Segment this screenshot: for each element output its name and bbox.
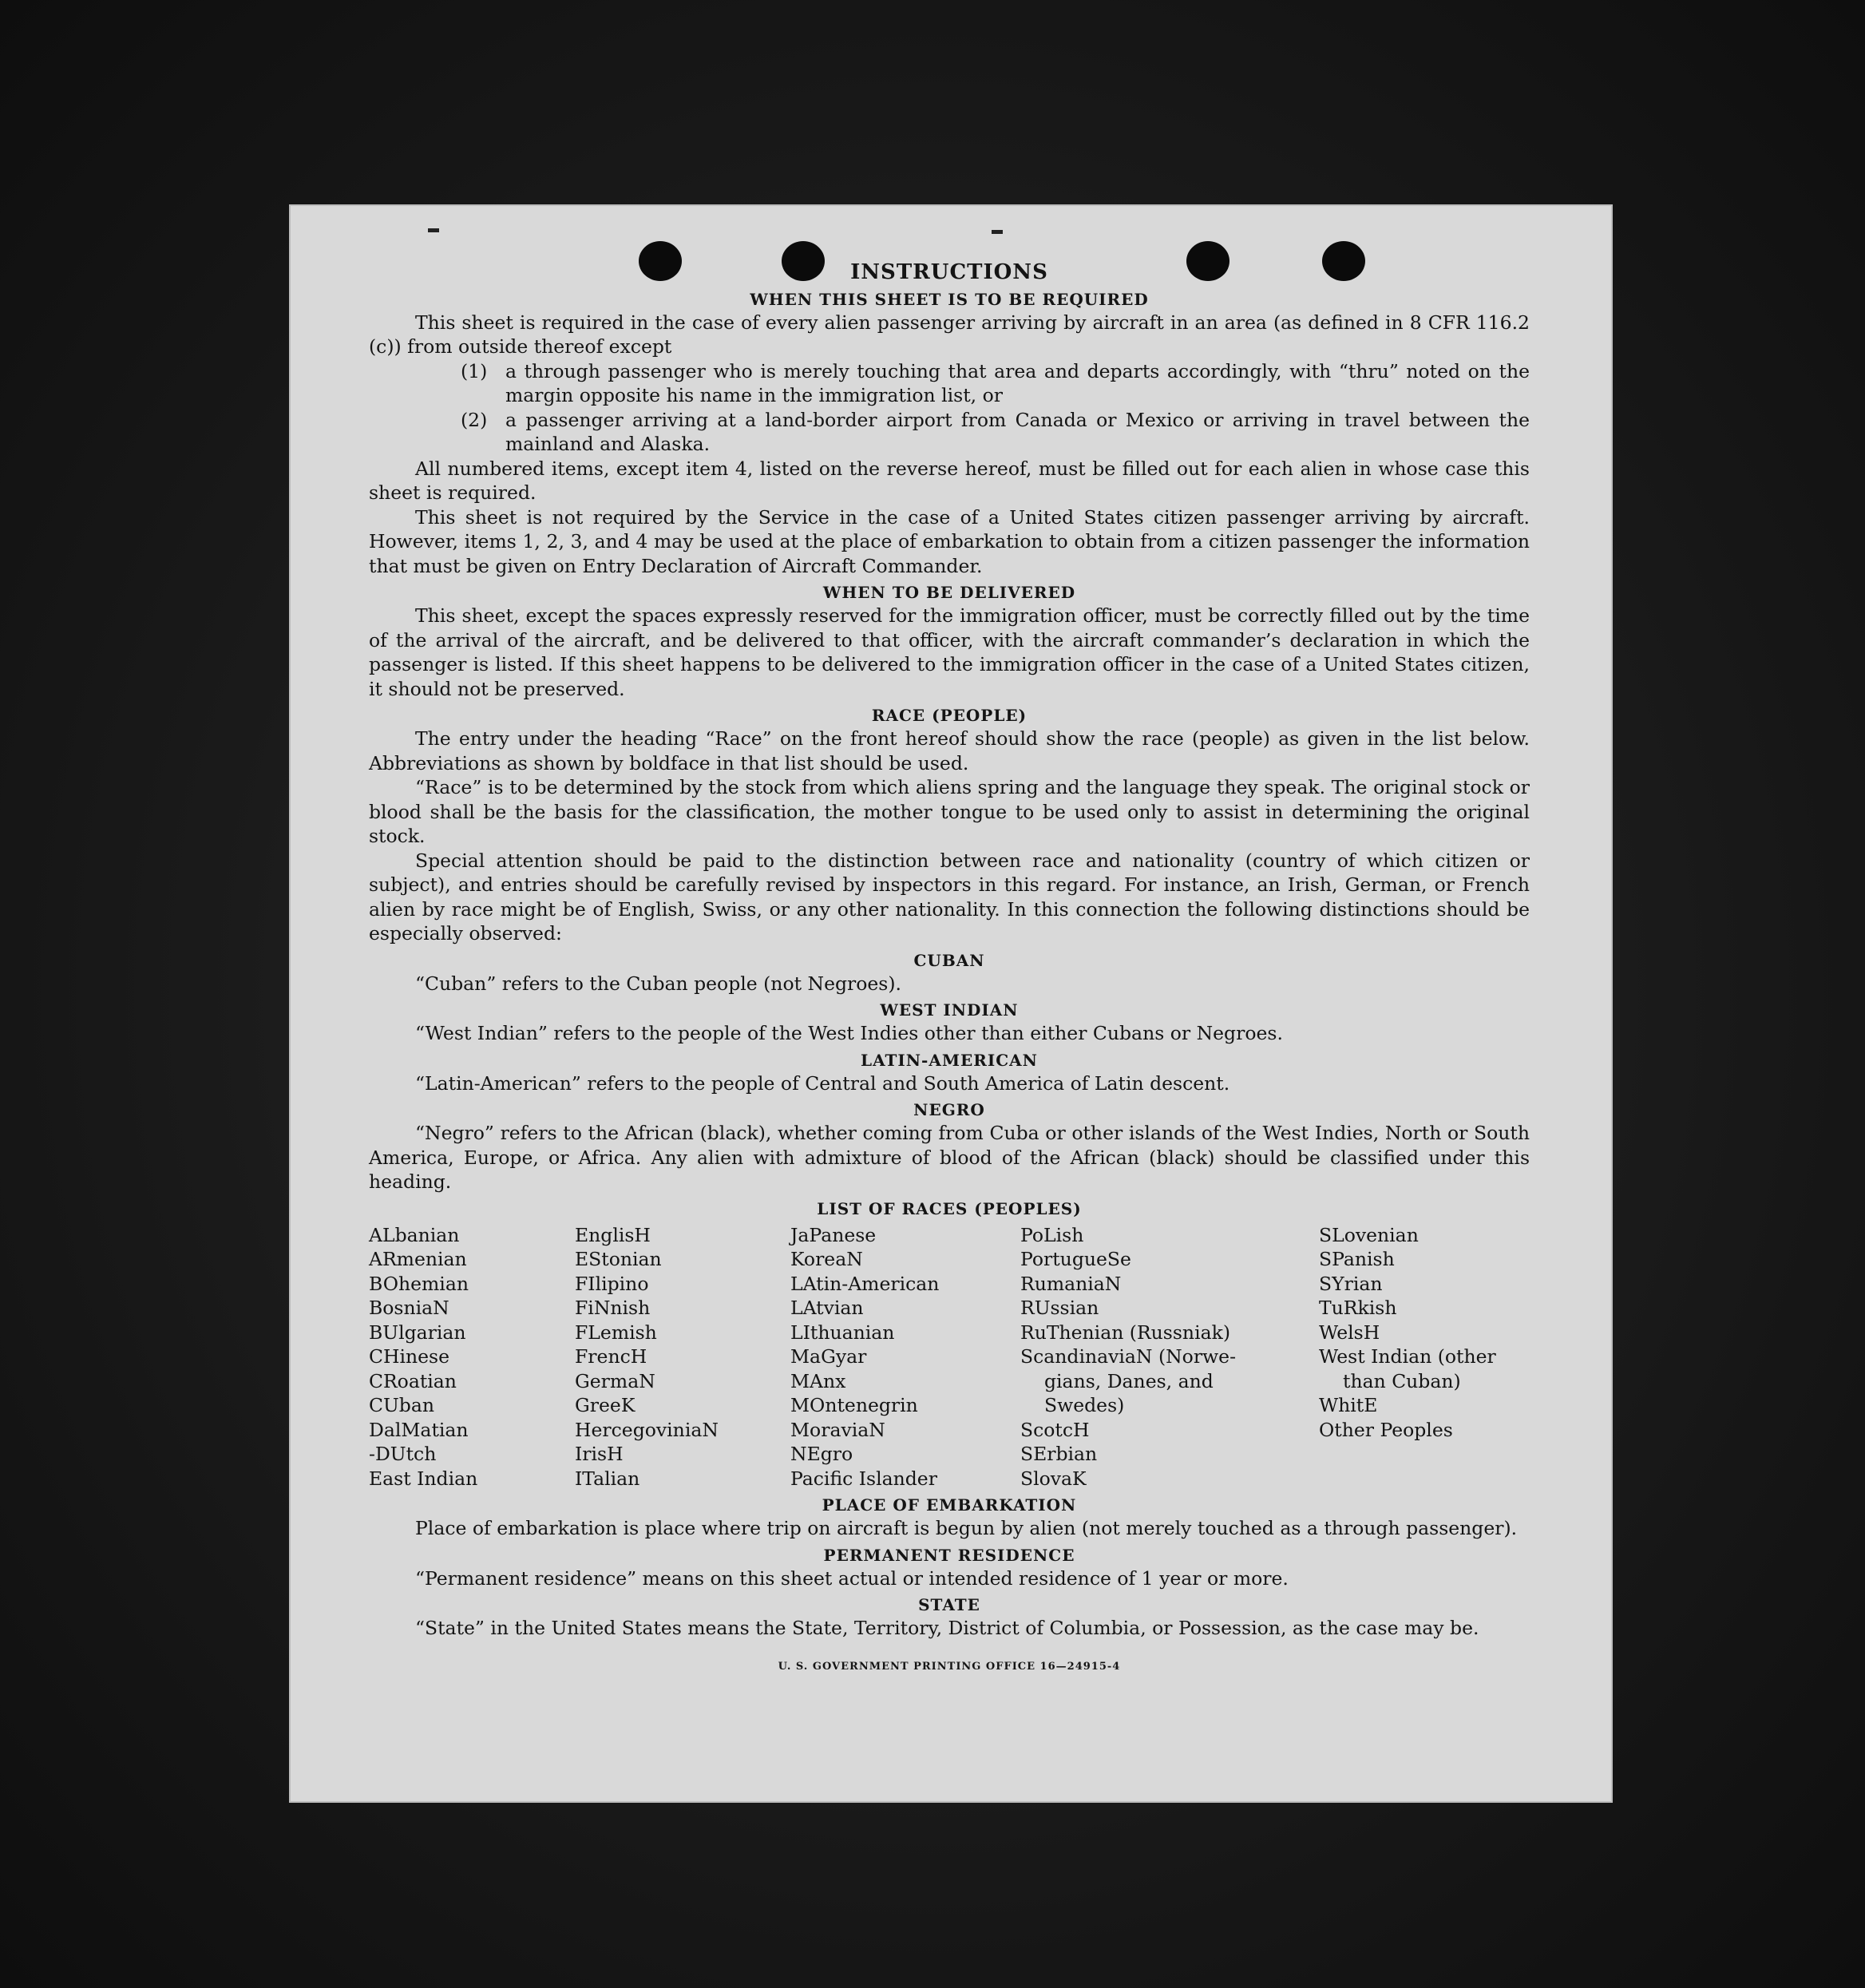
list-item-text: a passenger arriving at a land-border airport from Canada or Mexico or arriving in travel between the mainland and Alaska. bbox=[505, 408, 1530, 455]
race-entry: ITalian bbox=[575, 1467, 640, 1490]
race-entry: SErbian bbox=[1020, 1443, 1098, 1465]
paragraph: Place of embarkation is place where trip on aircraft is begun by alien (not merely touched as a through passenger). bbox=[415, 1517, 1518, 1539]
races-column bbox=[1020, 1223, 1319, 1491]
races-column bbox=[369, 1223, 575, 1491]
list-item: (1) a through passenger who is merely touching that area and departs accordingly, with “thru” noted on the margin opposite his name in the immigration list, or bbox=[461, 359, 1530, 406]
paragraph: All numbered items, except item 4, listed on the reverse hereof, must be filled out for each alien in whose case this sheet is required. bbox=[369, 457, 1530, 504]
race-entry: ScotcH bbox=[1020, 1418, 1090, 1441]
paragraph: This sheet, except the spaces expressly reserved for the immigration officer, must be correctly filled out by the time of the arrival of the aircraft, and be delivered to that officer, with the aircraft commander’s declaration in which the passenger is listed. If this sheet happens to be delivered to the immigration officer in the case of a United States citizen, it should not be preserved. bbox=[369, 604, 1530, 700]
race-entry: gians, Danes, and bbox=[1044, 1369, 1214, 1392]
list-item-text: a through passenger who is merely touching that area and departs accordingly, with “thru” noted on the margin opposite his name in the immigration list, or bbox=[505, 359, 1530, 406]
race-entry: JaPanese bbox=[790, 1223, 877, 1246]
race-entry: NEgro bbox=[790, 1443, 853, 1465]
race-entry: WhitE bbox=[1319, 1394, 1378, 1416]
race-entry: MAnx bbox=[790, 1369, 846, 1392]
race-entry: LAtvian bbox=[790, 1297, 864, 1319]
race-entry: West Indian (other bbox=[1319, 1345, 1496, 1368]
race-entry: PoLish bbox=[1020, 1223, 1084, 1246]
race-entry: CUban bbox=[369, 1394, 434, 1416]
race-entry: RuThenian (Russniak) bbox=[1020, 1321, 1230, 1344]
paragraph: Special attention should be paid to the distinction between race and nationality (country of which citizen or subject), and entries should be carefully revised by inspectors in this regard. For instance, an Irish, German, or French alien by race might be of English, Swiss, or any other nationality. In this connection the following distinctions should be especially observed: bbox=[369, 849, 1530, 944]
race-entry: -DUtch bbox=[369, 1443, 437, 1465]
race-entry: MOntenegrin bbox=[790, 1394, 918, 1416]
race-entry: MaGyar bbox=[790, 1345, 867, 1368]
list-item: (2) a passenger arriving at a land-border airport from Canada or Mexico or arriving in travel between the mainland and Alaska. bbox=[461, 408, 1530, 455]
page-title: INSTRUCTIONS bbox=[850, 260, 1048, 284]
race-entry: Pacific Islander bbox=[790, 1467, 937, 1490]
section-heading: STATE bbox=[918, 1595, 980, 1614]
section-heading: WHEN THIS SHEET IS TO BE REQUIRED bbox=[750, 289, 1149, 309]
section-heading: WHEN TO BE DELIVERED bbox=[822, 583, 1076, 602]
race-entry: SPanish bbox=[1319, 1248, 1395, 1270]
race-entry: LIthuanian bbox=[790, 1321, 895, 1344]
race-entry: EnglisH bbox=[575, 1223, 651, 1246]
race-entry: IrisH bbox=[575, 1443, 624, 1465]
race-entry: FIlipino bbox=[575, 1272, 649, 1295]
race-entry: FiNnish bbox=[575, 1297, 651, 1319]
race-entry: EStonian bbox=[575, 1248, 662, 1270]
race-entry: SlovaK bbox=[1020, 1467, 1087, 1490]
section-heading: NEGRO bbox=[913, 1100, 985, 1119]
race-entry: Swedes) bbox=[1044, 1394, 1125, 1416]
paragraph: “Race” is to be determined by the stock from which aliens spring and the language they speak. The original stock or blood shall be the basis for the classification, the mother tongue to be used only to assist in determining the original stock. bbox=[369, 776, 1530, 847]
race-entry: KoreaN bbox=[790, 1248, 863, 1270]
race-entry: BOhemian bbox=[369, 1272, 469, 1295]
race-entry: ARmenian bbox=[369, 1248, 467, 1270]
section-heading: PLACE OF EMBARKATION bbox=[822, 1495, 1077, 1515]
race-entry: SYrian bbox=[1319, 1272, 1383, 1295]
race-entry: BosniaN bbox=[369, 1297, 449, 1319]
section-heading: CUBAN bbox=[913, 950, 985, 970]
race-entry: BUlgarian bbox=[369, 1321, 466, 1344]
paragraph: “State” in the United States means the State, Territory, District of Columbia, or Possession, as the case may be. bbox=[415, 1617, 1479, 1639]
races-list bbox=[369, 1223, 1530, 1491]
paragraph: “Negro” refers to the African (black), whether coming from Cuba or other islands of the West Indies, North or South America, Europe, or Africa. Any alien with admixture of blood of the African (black) should be classified under this heading. bbox=[369, 1122, 1530, 1193]
races-column bbox=[1319, 1223, 1530, 1491]
section-heading: LIST OF RACES (PEOPLES) bbox=[817, 1198, 1082, 1218]
race-entry: GermaN bbox=[575, 1369, 655, 1392]
race-entry: East Indian bbox=[369, 1467, 478, 1490]
race-entry: FLemish bbox=[575, 1321, 657, 1344]
paragraph: “West Indian” refers to the people of the West Indies other than either Cubans or Negroes. bbox=[415, 1022, 1283, 1044]
scan-speck bbox=[992, 230, 1003, 234]
race-entry: RUssian bbox=[1020, 1297, 1099, 1319]
race-entry: ALbanian bbox=[369, 1223, 460, 1246]
race-entry: CRoatian bbox=[369, 1369, 457, 1392]
scan-speck bbox=[428, 228, 439, 232]
race-entry: than Cuban) bbox=[1343, 1369, 1461, 1392]
race-entry: HercegoviniaN bbox=[575, 1418, 719, 1441]
paragraph: This sheet is not required by the Service in the case of a United States citizen passenger arriving by aircraft. However, items 1, 2, 3, and 4 may be used at the place of embarkation to obtain from a citizen passenger the information that must be given on Entry Declaration of Aircraft Commander. bbox=[369, 505, 1530, 577]
document-page bbox=[289, 204, 1613, 1803]
paragraph: This sheet is required in the case of every alien passenger arriving by aircraft in an area (as defined in 8 CFR 116.2 (c)) from outside thereof except bbox=[369, 311, 1530, 358]
race-entry: FrencH bbox=[575, 1345, 647, 1368]
races-column bbox=[575, 1223, 790, 1491]
race-entry: PortugueSe bbox=[1020, 1248, 1131, 1270]
paragraph: “Cuban” refers to the Cuban people (not Negroes). bbox=[415, 972, 902, 995]
race-entry: LAtin-American bbox=[790, 1272, 940, 1295]
paragraph: “Latin-American” refers to the people of Central and South America of Latin descent. bbox=[415, 1071, 1230, 1095]
paragraph: The entry under the heading “Race” on the front hereof should show the race (people) as given in the list below. Abbreviations as shown by boldface in that list should be used. bbox=[369, 727, 1530, 774]
race-entry: DalMatian bbox=[369, 1418, 469, 1441]
section-heading: PERMANENT RESIDENCE bbox=[823, 1545, 1075, 1565]
printer-imprint: U. S. GOVERNMENT PRINTING OFFICE 16—24915-4 bbox=[778, 1660, 1121, 1673]
section-heading: RACE (PEOPLE) bbox=[871, 706, 1028, 725]
instructions-body bbox=[369, 260, 1530, 1679]
race-entry: RumaniaN bbox=[1020, 1272, 1122, 1295]
race-entry: CHinese bbox=[369, 1345, 449, 1368]
race-entry: WelsH bbox=[1319, 1321, 1380, 1344]
section-heading: WEST INDIAN bbox=[880, 1000, 1019, 1020]
paragraph: “Permanent residence” means on this sheet actual or intended residence of 1 year or more. bbox=[415, 1566, 1289, 1590]
race-entry: Other Peoples bbox=[1319, 1418, 1453, 1441]
race-entry: TuRkish bbox=[1319, 1297, 1397, 1319]
race-entry: MoraviaN bbox=[790, 1418, 885, 1441]
race-entry: ScandinaviaN (Norwe- bbox=[1020, 1345, 1237, 1368]
race-entry: SLovenian bbox=[1319, 1223, 1419, 1246]
section-heading: LATIN-AMERICAN bbox=[861, 1050, 1038, 1070]
races-column bbox=[790, 1223, 1020, 1491]
race-entry: GreeK bbox=[575, 1394, 636, 1416]
